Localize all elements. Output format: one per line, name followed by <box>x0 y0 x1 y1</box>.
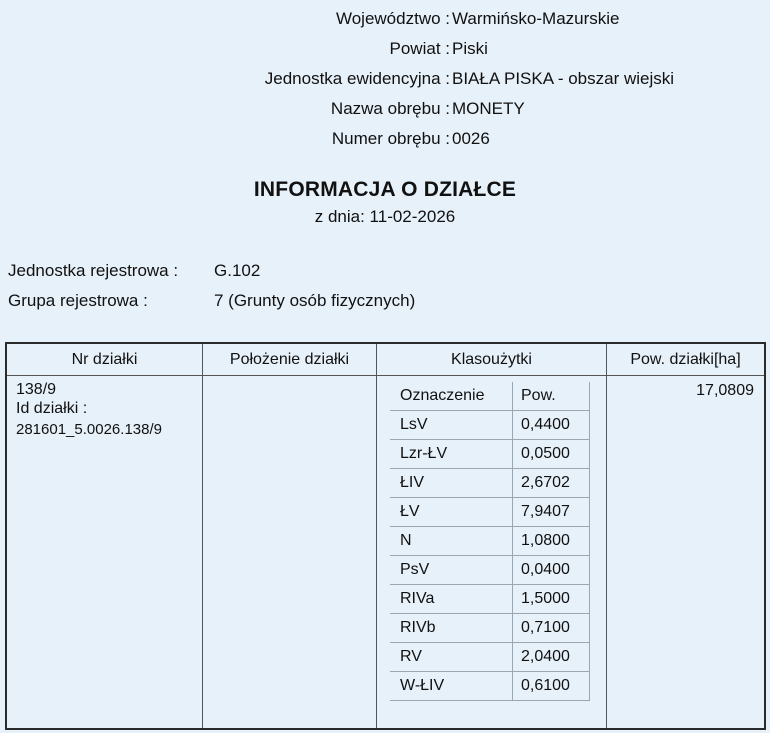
land-use-area: 1,0800 <box>513 527 590 556</box>
land-use-area: 2,0400 <box>513 643 590 672</box>
land-use-class-table <box>390 382 590 701</box>
land-use-code: ŁV <box>390 498 513 527</box>
land-use-code: LsV <box>390 411 513 440</box>
land-use-code: W-ŁIV <box>390 672 513 701</box>
header-label: Jednostka ewidencyjna : <box>264 69 450 88</box>
header-label: Województwo : <box>335 9 450 28</box>
column-header-klasouzytki: Klasoużytki <box>451 351 532 368</box>
header-row-wojewodztwo <box>0 5 770 33</box>
header-row-powiat <box>0 35 770 63</box>
header-label: Numer obrębu : <box>331 129 450 148</box>
land-use-area: 0,0400 <box>513 556 590 585</box>
table-row <box>390 527 590 556</box>
table-row <box>390 469 590 498</box>
header-value: Warmińsko-Mazurskie <box>452 9 620 28</box>
table-row <box>390 672 590 701</box>
table-row <box>390 498 590 527</box>
parcel-table <box>5 342 766 730</box>
land-use-area: 0,6100 <box>513 672 590 701</box>
land-use-area: 0,4400 <box>513 411 590 440</box>
column-divider <box>376 344 377 728</box>
land-use-header-area: Pow. <box>513 382 590 411</box>
parcel-id-value: 281601_5.0026.138/9 <box>16 421 162 438</box>
land-use-code: ŁIV <box>390 469 513 498</box>
land-use-area: 0,0500 <box>513 440 590 469</box>
header-row-jednostka <box>0 65 770 93</box>
table-row <box>390 643 590 672</box>
column-header-nr: Nr działki <box>71 351 138 368</box>
parcel-area: 17,0809 <box>696 382 754 399</box>
page-subtitle-date: z dnia: 11-02-2026 <box>314 207 456 226</box>
land-use-code: RIVb <box>390 614 513 643</box>
page-title: INFORMACJA O DZIAŁCE <box>253 178 517 201</box>
land-use-area: 2,6702 <box>513 469 590 498</box>
column-header-polozenie: Położenie działki <box>229 351 350 368</box>
land-use-code: N <box>390 527 513 556</box>
registry-group-label: Grupa rejestrowa : <box>8 291 148 310</box>
table-row <box>390 556 590 585</box>
land-use-code: PsV <box>390 556 513 585</box>
parcel-id-label: Id działki : <box>16 400 88 417</box>
column-header-powierzchnia: Pow. działki[ha] <box>630 351 741 368</box>
land-use-area: 0,7100 <box>513 614 590 643</box>
header-row-nazwa-obrebu <box>0 95 770 123</box>
column-divider <box>606 344 607 728</box>
registry-group-value: 7 (Grunty osób fizycznych) <box>214 291 416 310</box>
header-value: MONETY <box>452 99 525 118</box>
land-use-header-row <box>390 382 590 411</box>
parcel-number: 138/9 <box>16 381 57 398</box>
header-divider <box>7 375 764 376</box>
land-use-code: RV <box>390 643 513 672</box>
column-divider <box>202 344 203 728</box>
land-use-code: RIVa <box>390 585 513 614</box>
header-value: Piski <box>452 39 488 58</box>
registry-unit-value: G.102 <box>214 261 261 280</box>
table-row <box>390 614 590 643</box>
header-value: BIAŁA PISKA - obszar wiejski <box>452 69 675 88</box>
registry-unit-label: Jednostka rejestrowa : <box>8 261 179 280</box>
header-row-numer-obrebu <box>0 125 770 153</box>
table-row <box>390 440 590 469</box>
land-use-area: 7,9407 <box>513 498 590 527</box>
land-use-code: Lzr-ŁV <box>390 440 513 469</box>
header-value: 0026 <box>452 129 490 148</box>
header-label: Powiat : <box>389 39 450 58</box>
table-row <box>390 411 590 440</box>
table-row <box>390 585 590 614</box>
land-use-header-code: Oznaczenie <box>390 382 513 411</box>
header-label: Nazwa obrębu : <box>330 99 450 118</box>
land-use-area: 1,5000 <box>513 585 590 614</box>
